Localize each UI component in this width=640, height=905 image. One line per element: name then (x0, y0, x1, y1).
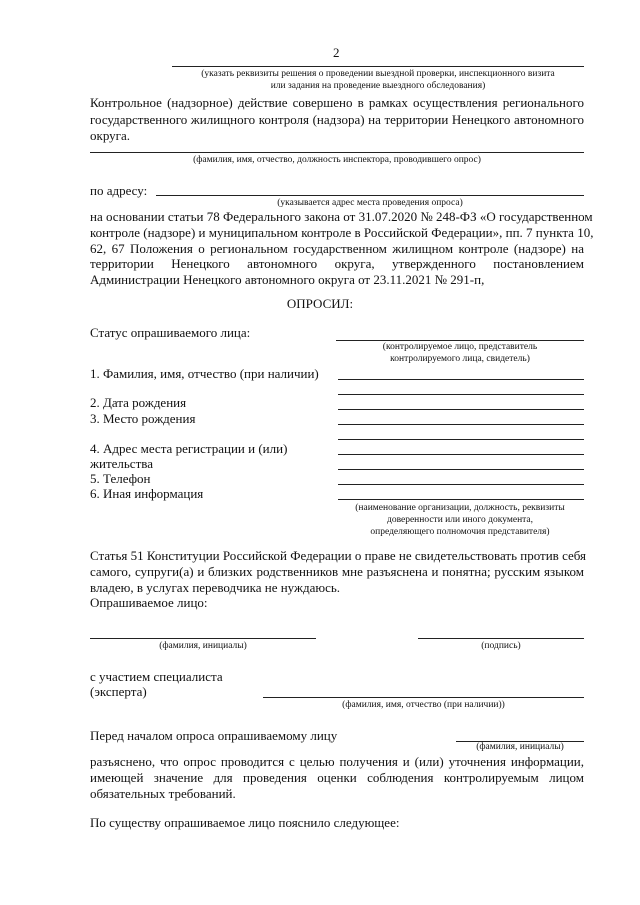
specialist-line (263, 697, 584, 698)
field-line (338, 424, 584, 425)
basis-line-3: 62, 67 Положения о региональном государственном жилищном контроле (надзоре) на (90, 241, 584, 256)
action-line-2: государственного жилищного контроля (надзора) на территории Ненецкого автономного (90, 112, 584, 127)
field-line (338, 394, 584, 395)
basis-line-2: контроле (надзоре) и муниципальном контроле в Российской Федерации», пп. 7 пункта 10, (90, 225, 594, 240)
specialist-caption: (фамилия, имя, отчество (при наличии)) (342, 700, 505, 710)
org-caption-2: доверенности или иного документа, (386, 515, 534, 525)
essence-label: По существу опрашиваемое лицо пояснило следующее: (90, 815, 400, 830)
article-line-3: владею, в услугах переводчика не нуждаюсь. (90, 580, 341, 595)
org-caption-3: определяющего полномочия представителя) (370, 527, 550, 537)
field-line (338, 499, 584, 500)
specialist-label: с участием специалиста (90, 669, 223, 684)
field-line (338, 379, 584, 380)
field-birth-date-label: 2. Дата рождения (90, 395, 187, 410)
field-birth-place-label: 3. Место рождения (90, 411, 196, 426)
field-address-label: 4. Адрес места регистрации и (или) (90, 441, 288, 456)
before-caption: (фамилия, инициалы) (476, 742, 564, 752)
status-label: Статус опрашиваемого лица: (90, 325, 251, 340)
decision-line (172, 66, 584, 67)
signature-caption: (подпись) (481, 641, 521, 651)
field-full-name-label: 1. Фамилия, имя, отчество (при наличии) (90, 366, 319, 381)
address-line (156, 195, 584, 196)
address-label: по адресу: (90, 183, 148, 198)
respondent-label: Опрашиваемое лицо: (90, 595, 208, 610)
action-line-3: округа. (90, 128, 130, 143)
field-residence-label: жительства (90, 456, 153, 471)
status-caption: (контролируемое лицо, представитель (382, 342, 538, 352)
status-caption-2: контролируемого лица, свидетель) (390, 354, 530, 364)
basis-line-1: на основании статьи 78 Федерального закона от 31.07.2020 № 248-ФЗ «О государственном (90, 209, 593, 224)
inspector-line (90, 152, 584, 153)
address-caption: (указывается адрес места проведения опроса) (277, 198, 463, 208)
basis-line-4: территории Ненецкого автономного округа, утвержденного постановлением (90, 256, 584, 271)
decision-caption: (указать реквизиты решения о проведении выездной проверки, инспекционного визита (201, 69, 555, 79)
explained-line-3: обязательных требований. (90, 786, 236, 801)
name-initials-caption: (фамилия, инициалы) (159, 641, 247, 651)
before-label: Перед началом опроса опрашиваемому лицу (90, 728, 338, 743)
field-line (338, 454, 584, 455)
field-line (338, 469, 584, 470)
inspector-caption: (фамилия, имя, отчество, должность инспектора, проводившего опрос) (193, 155, 481, 165)
article-line-2: самого, супруги(а) и близких родственников мне разъяснена и понятна; русским языком (90, 564, 584, 579)
article-line-1: Статья 51 Конституции Российской Федерации о праве не свидетельствовать против себя (90, 548, 587, 563)
field-line (338, 484, 584, 485)
field-line (338, 409, 584, 410)
explained-line-2: имеющей значение для проведения оценки соблюдения контролируемым лицом (90, 770, 584, 785)
org-caption: (наименование организации, должность, реквизиты (355, 503, 565, 513)
action-line-1: Контрольное (надзорное) действие совершено в рамках осуществления регионального (90, 95, 584, 110)
signature-line (418, 638, 584, 639)
decision-caption-2: или задания на проведение выездного обследования) (270, 81, 486, 91)
field-phone-label: 5. Телефон (90, 471, 151, 486)
field-other-info-label: 6. Иная информация (90, 486, 204, 501)
basis-line-5: Администрации Ненецкого автономного округа от 23.11.2021 № 291-п, (90, 272, 485, 287)
page-number: 2 (333, 45, 340, 60)
field-line (338, 439, 584, 440)
heading-oprosil: ОПРОСИЛ: (286, 296, 354, 311)
specialist-label-2: (эксперта) (90, 684, 147, 699)
name-initials-line (90, 638, 316, 639)
explained-line-1: разъяснено, что опрос проводится с целью получения и (или) уточнения информации, (90, 754, 584, 769)
